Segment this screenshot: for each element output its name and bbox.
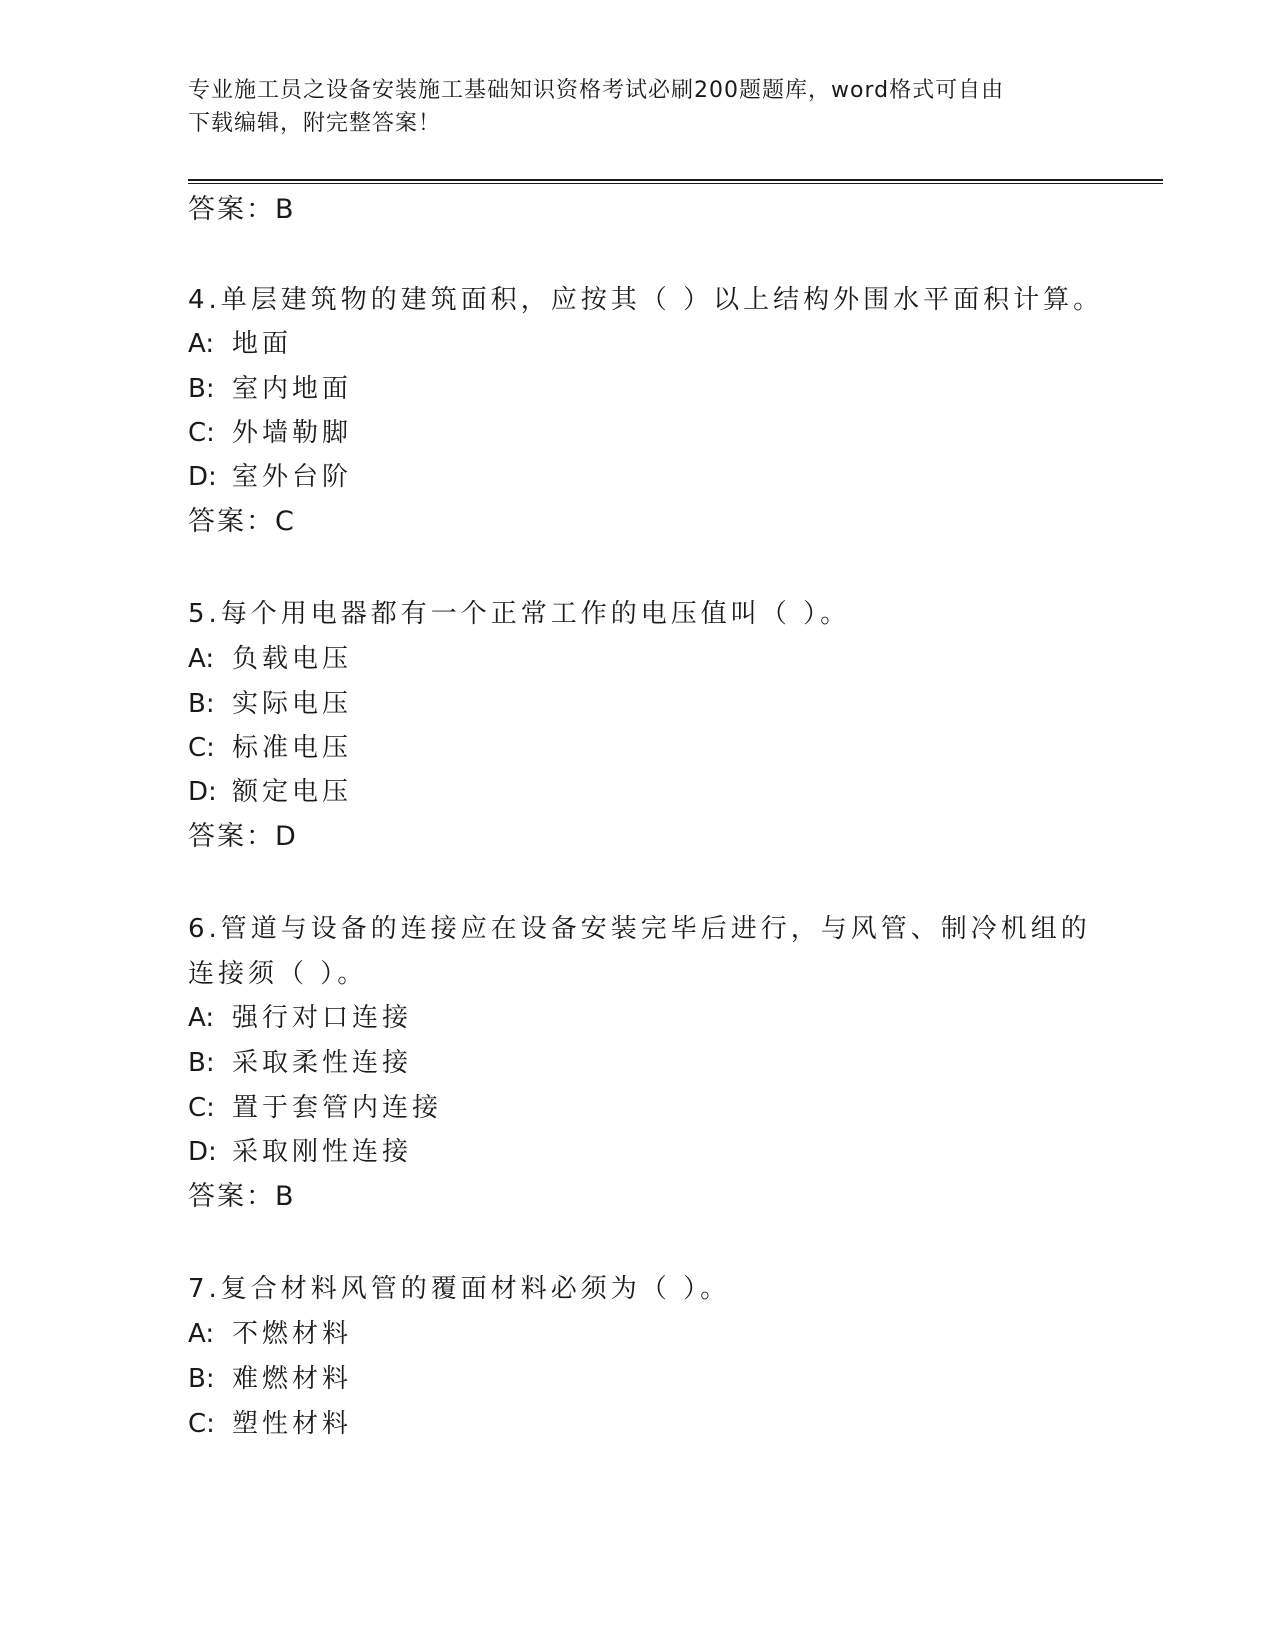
question-4-option-b [188, 372, 352, 406]
option-letter: C: [188, 1093, 215, 1123]
option-letter: D: [188, 777, 217, 807]
question-6-stem-line-1: 6.管道与设备的连接应在设备安装完毕后进行，与风管、制冷机组的 [188, 914, 1091, 944]
option-letter: D: [188, 462, 217, 492]
header-divider-thin [188, 183, 1163, 184]
option-letter: B: [188, 1048, 215, 1078]
option-text: 室内地面 [232, 374, 353, 404]
option-letter: B: [188, 374, 215, 404]
option-text: 标准电压 [232, 733, 353, 763]
question-5-option-b [188, 687, 352, 721]
question-4-stem: 4.单层建筑物的建筑面积，应按其（ ）以上结构外围水平面积计算。 [188, 285, 1104, 315]
option-letter: D: [188, 1137, 217, 1167]
question-4-option-d [188, 460, 352, 494]
document-header [188, 74, 1088, 140]
option-text: 采取刚性连接 [232, 1137, 413, 1167]
option-letter: C: [188, 418, 215, 448]
option-text: 额定电压 [232, 777, 353, 807]
question-7-option-a [188, 1317, 352, 1351]
option-text: 塑性材料 [232, 1409, 353, 1439]
option-letter: C: [188, 1409, 215, 1439]
option-letter: A: [188, 329, 215, 359]
question-6-option-d [188, 1135, 412, 1169]
option-text: 难燃材料 [232, 1364, 353, 1394]
option-text: 不燃材料 [232, 1319, 353, 1349]
option-text: 置于套管内连接 [232, 1093, 443, 1123]
header-line-2: 下载编辑，附完整答案！ [188, 111, 442, 136]
question-6-option-c [188, 1091, 442, 1125]
answer-q6: 答案：B [188, 1181, 296, 1212]
answer-q3: 答案：B [188, 194, 296, 225]
question-5-option-c [188, 731, 352, 765]
option-letter: B: [188, 1364, 215, 1394]
question-6-option-a [188, 1001, 412, 1035]
option-letter: A: [188, 1003, 215, 1033]
question-7-option-b [188, 1362, 352, 1396]
option-letter: A: [188, 644, 215, 674]
option-letter: A: [188, 1319, 215, 1349]
option-letter: B: [188, 689, 215, 719]
answer-q5: 答案：D [188, 821, 298, 852]
question-6-stem-line-2: 连接须（ ）。 [188, 959, 368, 989]
question-7-option-c [188, 1407, 352, 1441]
question-5-option-a [188, 642, 352, 676]
option-text: 室外台阶 [232, 462, 353, 492]
option-text: 实际电压 [232, 689, 353, 719]
option-text: 强行对口连接 [232, 1003, 413, 1033]
header-line-1: 专业施工员之设备安装施工基础知识资格考试必刷200题题库，word格式可自由 [188, 78, 1005, 103]
question-7-stem: 7.复合材料风管的覆面材料必须为（ ）。 [188, 1274, 731, 1304]
question-5-option-d [188, 775, 352, 809]
option-text: 采取柔性连接 [232, 1048, 413, 1078]
option-letter: C: [188, 733, 215, 763]
option-text: 负载电压 [232, 644, 353, 674]
question-4-option-a [188, 327, 292, 361]
option-text: 外墙勒脚 [232, 418, 353, 448]
option-text: 地面 [232, 329, 293, 359]
answer-q4: 答案：C [188, 506, 296, 537]
question-5-stem: 5.每个用电器都有一个正常工作的电压值叫（ ）。 [188, 599, 851, 629]
question-4-option-c [188, 416, 352, 450]
question-6-option-b [188, 1046, 412, 1080]
header-divider-thick [188, 179, 1163, 181]
